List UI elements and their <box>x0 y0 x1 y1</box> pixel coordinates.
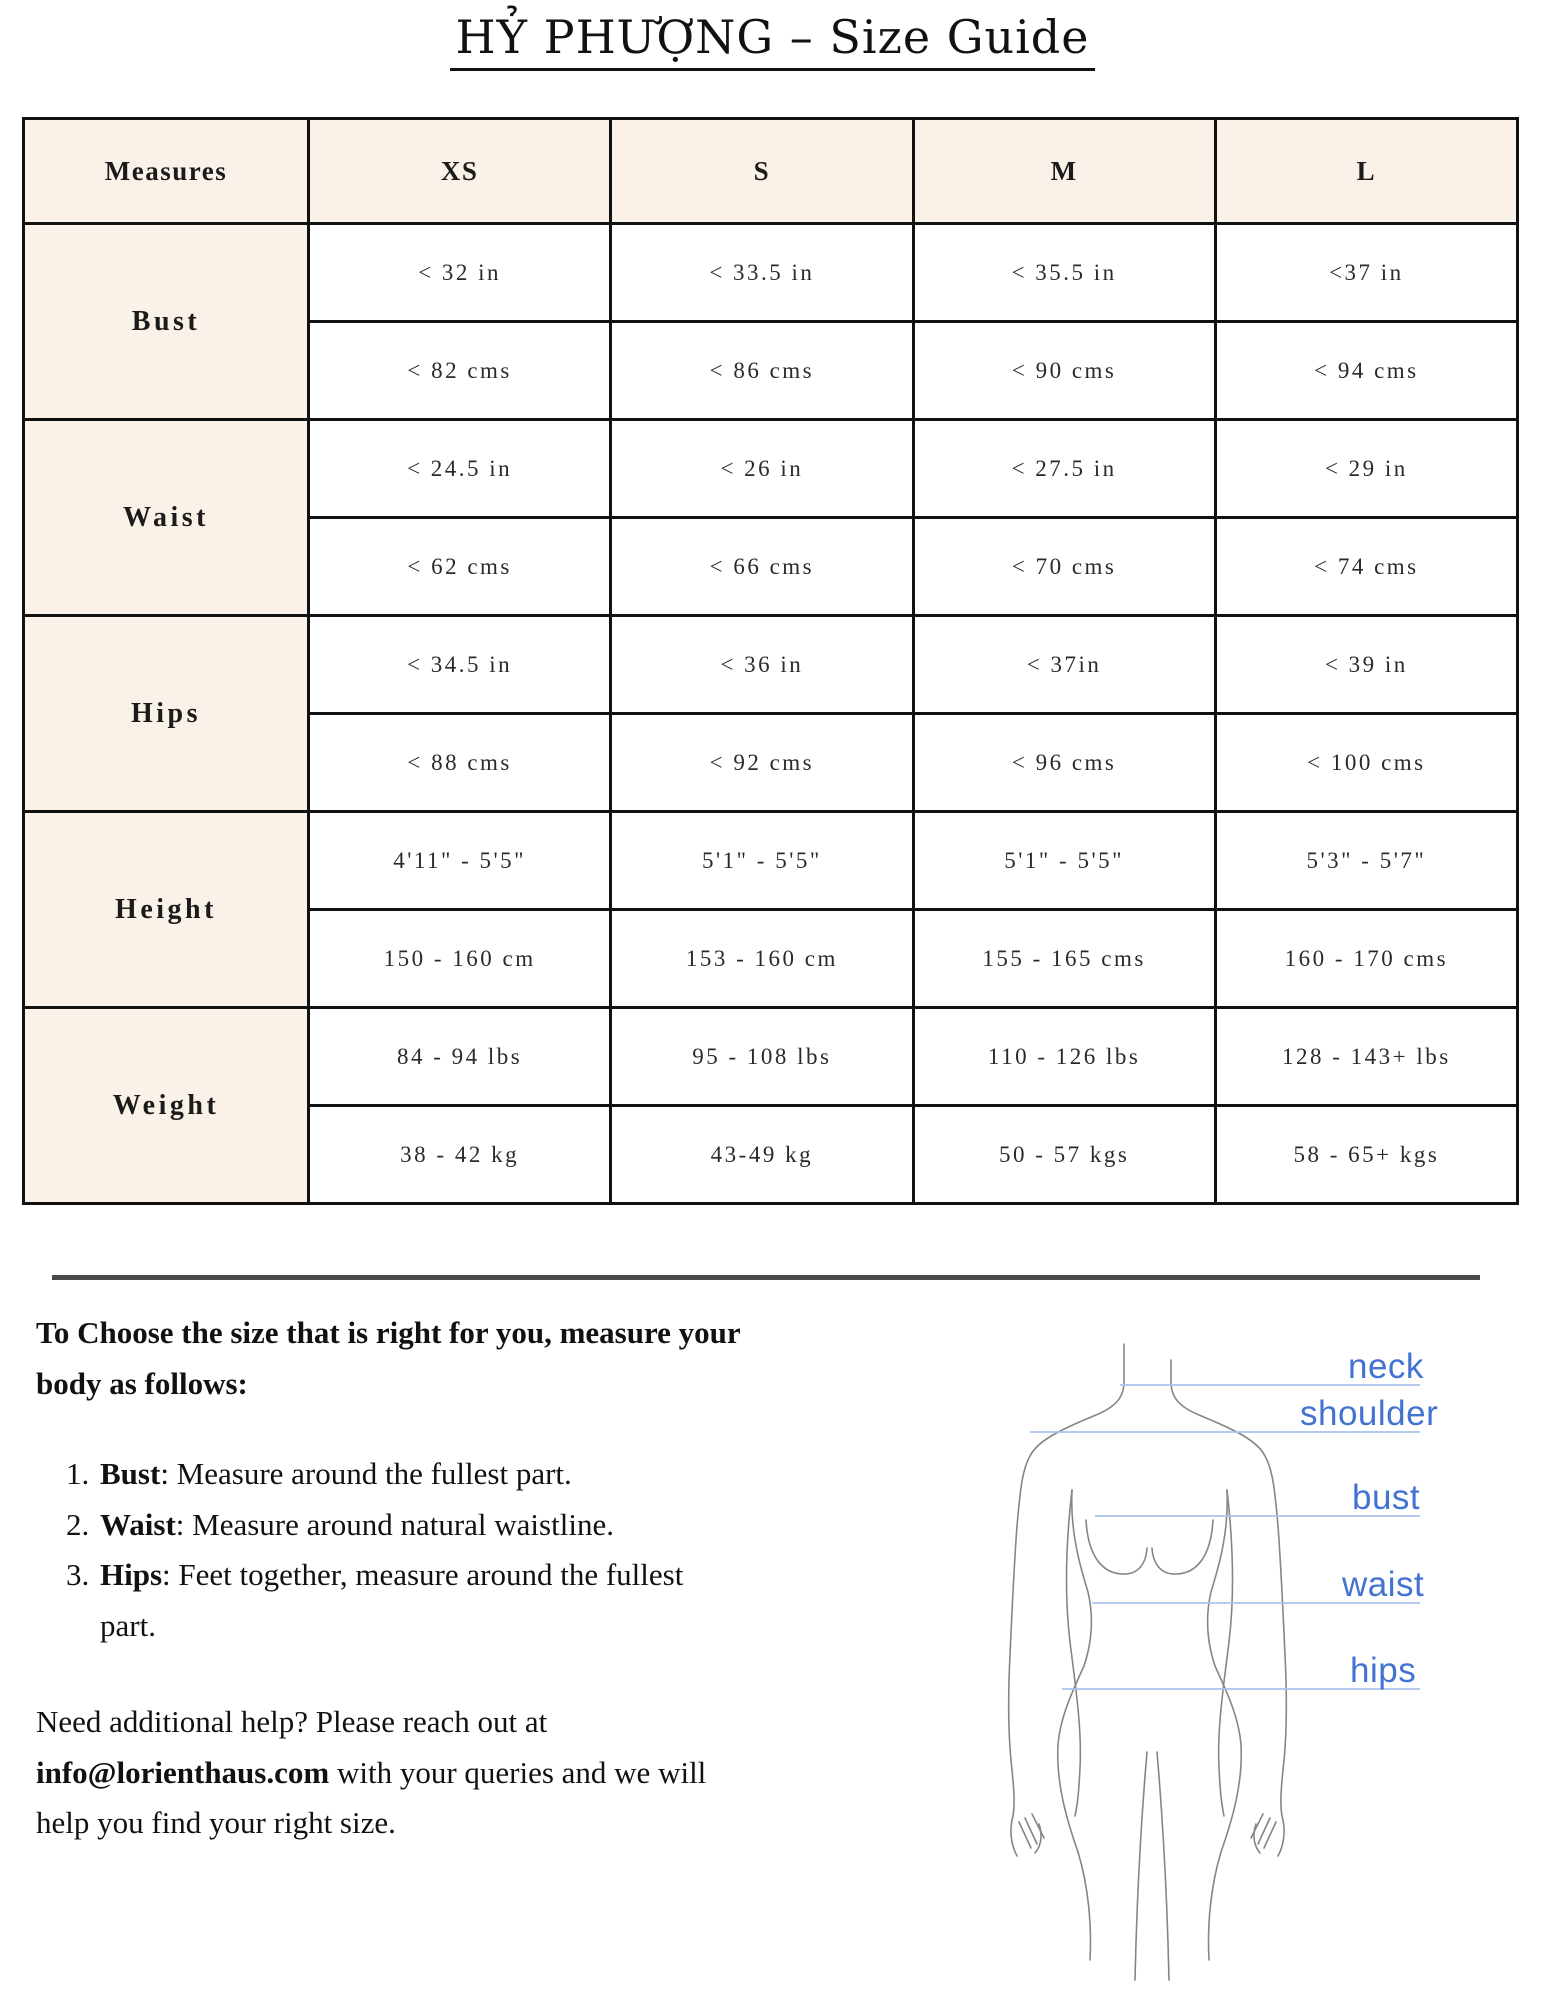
row-label-waist: Waist <box>24 420 309 616</box>
cell-weight-xs-lbs: 84 - 94 lbs <box>309 1008 611 1106</box>
neck-label: neck <box>1348 1347 1424 1386</box>
cell-height-s-cm: 153 - 160 cm <box>611 910 913 1008</box>
size-table <box>22 117 1519 1205</box>
cell-bust-s-in: < 33.5 in <box>611 224 913 322</box>
step-term: Waist <box>100 1506 176 1542</box>
row-label-height: Height <box>24 812 309 1008</box>
cell-hips-m-in: < 37in <box>913 616 1215 714</box>
header-l: L <box>1215 119 1517 224</box>
page-title <box>0 10 1545 71</box>
row-label-bust: Bust <box>24 224 309 420</box>
cell-weight-l-kg: 58 - 65+ kgs <box>1215 1106 1517 1204</box>
body-figure-outline <box>1009 1344 1287 1980</box>
help-text-pre: Need additional help? Please reach out at <box>36 1704 548 1740</box>
cell-hips-s-in: < 36 in <box>611 616 913 714</box>
cell-hips-xs-in: < 34.5 in <box>309 616 611 714</box>
cell-height-l-ft: 5'3" - 5'7" <box>1215 812 1517 910</box>
header-s: S <box>611 119 913 224</box>
cell-weight-l-lbs: 128 - 143+ lbs <box>1215 1008 1517 1106</box>
cell-waist-xs-cm: < 62 cms <box>309 518 611 616</box>
cell-height-xs-ft: 4'11" - 5'5" <box>309 812 611 910</box>
step-number: 3. <box>66 1557 90 1593</box>
cell-height-m-cm: 155 - 165 cms <box>913 910 1215 1008</box>
hips-label: hips <box>1350 1651 1417 1690</box>
help-paragraph <box>36 1697 746 1849</box>
page-title-text: HỶ PHƯỢNG – Size Guide <box>450 10 1096 71</box>
cell-bust-l-in: <37 in <box>1215 224 1517 322</box>
cell-height-l-cm: 160 - 170 cms <box>1215 910 1517 1008</box>
list-item <box>66 1550 700 1651</box>
step-desc: : Measure around the fullest part. <box>160 1456 572 1492</box>
step-desc: : Measure around natural waistline. <box>175 1506 614 1542</box>
cell-waist-l-in: < 29 in <box>1215 420 1517 518</box>
step-number: 1. <box>66 1456 90 1492</box>
cell-height-m-ft: 5'1" - 5'5" <box>913 812 1215 910</box>
help-text-post: with your queries and we will help you find your right size. <box>36 1754 707 1841</box>
list-item <box>66 1500 700 1551</box>
cell-waist-xs-in: < 24.5 in <box>309 420 611 518</box>
cell-weight-s-lbs: 95 - 108 lbs <box>611 1008 913 1106</box>
bust-label: bust <box>1352 1478 1421 1517</box>
measure-steps-list <box>36 1449 746 1651</box>
instructions-section <box>36 1308 746 1849</box>
instructions-heading: To Choose the size that is right for you, measure your body as follows: <box>36 1315 741 1401</box>
cell-hips-m-cm: < 96 cms <box>913 714 1215 812</box>
step-term: Bust <box>100 1456 161 1492</box>
table-row-hips-in <box>24 616 1518 714</box>
row-label-weight: Weight <box>24 1008 309 1204</box>
step-term: Hips <box>100 1557 163 1593</box>
help-email: info@lorienthaus.com <box>36 1754 330 1790</box>
cell-weight-xs-kg: 38 - 42 kg <box>309 1106 611 1204</box>
cell-bust-m-in: < 35.5 in <box>913 224 1215 322</box>
cell-bust-l-cm: < 94 cms <box>1215 322 1517 420</box>
step-desc: : Feet together, measure around the fullest part. <box>100 1557 684 1643</box>
measurement-labels <box>1300 1347 1438 1690</box>
table-row-height-ft <box>24 812 1518 910</box>
table-row-weight-lbs <box>24 1008 1518 1106</box>
step-number: 2. <box>66 1506 90 1542</box>
body-measurement-diagram <box>1000 1340 1545 2000</box>
cell-waist-s-cm: < 66 cms <box>611 518 913 616</box>
cell-hips-xs-cm: < 88 cms <box>309 714 611 812</box>
section-divider <box>52 1275 1480 1280</box>
header-xs: XS <box>309 119 611 224</box>
cell-bust-s-cm: < 86 cms <box>611 322 913 420</box>
shoulder-label: shoulder <box>1300 1394 1439 1433</box>
cell-height-xs-cm: 150 - 160 cm <box>309 910 611 1008</box>
cell-waist-l-cm: < 74 cms <box>1215 518 1517 616</box>
table-row-waist-in <box>24 420 1518 518</box>
cell-hips-l-cm: < 100 cms <box>1215 714 1517 812</box>
header-measures: Measures <box>24 119 309 224</box>
header-m: M <box>913 119 1215 224</box>
cell-hips-s-cm: < 92 cms <box>611 714 913 812</box>
table-header-row <box>24 119 1518 224</box>
cell-bust-m-cm: < 90 cms <box>913 322 1215 420</box>
row-label-hips: Hips <box>24 616 309 812</box>
cell-weight-s-kg: 43-49 kg <box>611 1106 913 1204</box>
cell-hips-l-in: < 39 in <box>1215 616 1517 714</box>
cell-weight-m-kg: 50 - 57 kgs <box>913 1106 1215 1204</box>
cell-waist-m-in: < 27.5 in <box>913 420 1215 518</box>
table-row-bust-in <box>24 224 1518 322</box>
cell-bust-xs-in: < 32 in <box>309 224 611 322</box>
cell-waist-m-cm: < 70 cms <box>913 518 1215 616</box>
cell-weight-m-lbs: 110 - 126 lbs <box>913 1008 1215 1106</box>
list-item <box>66 1449 700 1500</box>
cell-bust-xs-cm: < 82 cms <box>309 322 611 420</box>
waist-label: waist <box>1342 1565 1425 1604</box>
cell-height-s-ft: 5'1" - 5'5" <box>611 812 913 910</box>
cell-waist-s-in: < 26 in <box>611 420 913 518</box>
